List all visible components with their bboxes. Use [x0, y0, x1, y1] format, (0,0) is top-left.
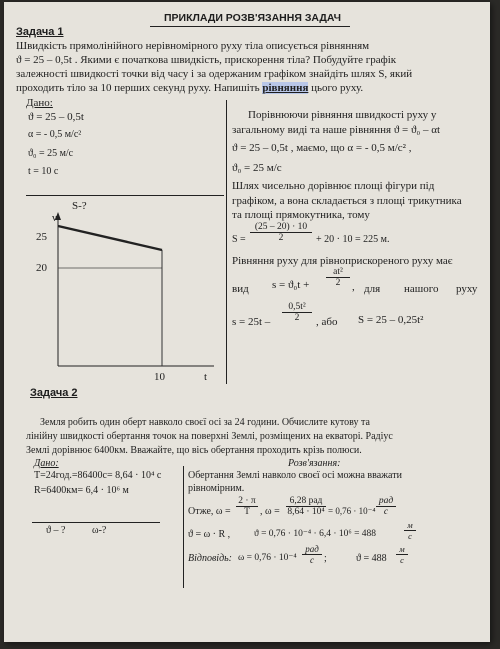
- task1-given-1: ϑ = 25 – 0,5t: [28, 111, 84, 123]
- task1-statement-line-4: [16, 81, 363, 95]
- task1-solution-7: та площі прямокутника, тому: [232, 209, 370, 221]
- v-f-num: м: [404, 520, 416, 531]
- answer-v: ϑ = 488: [356, 553, 387, 564]
- graph-y-label: v: [52, 213, 57, 224]
- result-eq-num: 0,5t²: [282, 302, 312, 313]
- v-fraction: [404, 520, 416, 541]
- column-divider: [226, 100, 227, 384]
- omega-fraction-3: [376, 496, 396, 517]
- task1-solution-4: ϑ₀ = 25 м/с: [232, 162, 282, 174]
- task1-statement-end: цього руху.: [308, 82, 364, 94]
- for-label: для: [364, 283, 381, 295]
- result-eq-fraction: [282, 302, 312, 323]
- task1-statement-text: проходить тіло за 10 перших секунд руху. Напишіть: [16, 82, 263, 94]
- result-eq-lhs: s = 25t –: [232, 316, 271, 328]
- area-formula-lhs: S =: [232, 234, 246, 245]
- task2-given-1: T=24год.=86400с= 8,64 · 10⁴ с: [34, 470, 162, 481]
- omega-f2-num: 6,28 рад: [286, 496, 326, 507]
- task1-title: Задача 1: [16, 26, 64, 38]
- omega-f1-den: T: [244, 507, 250, 517]
- given-divider: [26, 195, 224, 196]
- omega-eq-result: = 0,76 · 10⁻⁴: [328, 506, 376, 516]
- answer-fraction-1: [302, 544, 322, 565]
- task1-solution-6: графіком, а вона складається з площі трикутника: [232, 195, 462, 207]
- task1-given-label: Дано:: [26, 97, 53, 109]
- worksheet-page: [4, 2, 490, 642]
- area-formula-rest: + 20 · 10 = 225 м.: [316, 234, 390, 245]
- omega-f3-num: рад: [376, 496, 396, 507]
- graph-x-tick-10: 10: [154, 371, 165, 383]
- result-eq-den: 2: [294, 313, 300, 323]
- task2-statement-2: лінійну швидкості обертання точок на поверхні Землі, розміщених на екваторі. Радіус: [26, 431, 393, 442]
- task1-find: S-?: [72, 200, 87, 212]
- motion-eq-lhs: s = ϑ₀t +: [272, 279, 310, 291]
- answer-f2-num: м: [396, 544, 408, 555]
- our-label: нашого: [404, 283, 439, 295]
- result-eq-or: , або: [316, 316, 338, 328]
- task2-given-2: R=6400км= 6,4 · 10⁶ м: [34, 485, 129, 496]
- title-underline: [150, 26, 350, 27]
- result-eq-alt: S = 25 – 0,25t²: [358, 314, 424, 326]
- task2-solution-2: рівномірним.: [188, 483, 245, 494]
- task2-title: Задача 2: [30, 387, 78, 399]
- graph-x-label: t: [204, 371, 208, 383]
- task1-statement-line-2: ϑ = 25 – 0,5t . Якими є початкова швидкість, прискорення тіла? Побудуйте графік: [16, 54, 397, 66]
- omega-fraction-2: [286, 496, 326, 517]
- v-eq-lead: ϑ = ω · R ,: [188, 529, 231, 540]
- motion-eq-fraction: [326, 267, 350, 288]
- answer-f1-num: рад: [302, 544, 322, 555]
- answer-fraction-2: [396, 544, 408, 565]
- task2-find-omega: ω-?: [92, 525, 107, 536]
- omega-f3-den: с: [383, 507, 389, 517]
- task2-solution-1: Обертання Землі навколо своєї осі можна вважати: [188, 470, 402, 481]
- task2-statement-1: Земля робить один оберт навколо своєї осі за 24 години. Обчислите кутову та: [40, 417, 370, 428]
- v-f-den: с: [408, 531, 412, 541]
- task2-given-label: Дано:: [34, 458, 59, 469]
- page-title: ПРИКЛАДИ РОЗВ'ЯЗАННЯ ЗАДАЧ: [164, 12, 342, 24]
- graph-y-tick-25: 25: [36, 231, 47, 243]
- omega-f1-num: 2 · π: [236, 496, 258, 507]
- answer-label: Відповідь:: [188, 553, 233, 564]
- omega-f2-den: 8,64 · 10⁴: [287, 507, 325, 517]
- task2-statement-3: Землі дорівнює 6400км. Вважайте, що вісь обертання проходить крізь полюси.: [26, 445, 362, 456]
- motion-eq-num: at²: [326, 267, 350, 278]
- motion-eq-den: 2: [335, 278, 341, 288]
- omega-eq-mid: , ω =: [260, 506, 280, 517]
- area-fraction-den: 2: [278, 233, 284, 243]
- area-fraction-num: (25 – 20) · 10: [250, 222, 312, 233]
- task1-solution-5: Шлях чисельно дорівнює площі фігури під: [232, 180, 435, 192]
- graph-y-tick-20: 20: [36, 262, 47, 274]
- task1-given-2: α = - 0,5 м/с²: [28, 129, 82, 140]
- motion-label: руху: [456, 283, 478, 295]
- task2-solution-label: Розв'язання:: [288, 458, 341, 469]
- task1-solution-2: загальному виді та наше рівняння ϑ = ϑ₀ – αt: [232, 124, 441, 136]
- motion-eq-comma: ,: [352, 281, 355, 293]
- task2-column-divider: [183, 466, 184, 588]
- v-eq-mid: ϑ = 0,76 · 10⁻⁴ · 6,4 · 10⁶ = 488: [254, 529, 377, 539]
- task2-given-divider: [32, 522, 160, 523]
- view-label: вид: [232, 283, 249, 295]
- answer-f1-den: с: [310, 555, 314, 565]
- task1-given-3: ϑ₀ = 25 м/с: [28, 148, 74, 159]
- velocity-line: [58, 226, 162, 250]
- highlighted-word: рівняння: [262, 82, 309, 94]
- area-fraction: [250, 222, 312, 243]
- task1-solution-1: Порівнюючи рівняння швидкості руху у: [248, 109, 437, 121]
- task1-solution-3: ϑ = 25 – 0,5t , маємо, що α = - 0,5 м/с² ,: [232, 142, 412, 154]
- omega-eq-lead: Отже, ω =: [188, 506, 231, 517]
- task1-statement-line-1: Швидкість прямолінійного нерівномірного руху тіла описується рівнянням: [16, 40, 370, 52]
- omega-fraction-1: [236, 496, 258, 517]
- answer-separator: ;: [324, 553, 327, 564]
- task1-given-4: t = 10 с: [28, 166, 59, 177]
- uniform-motion-text: Рівняння руху для рівноприскореного руху має: [232, 255, 453, 267]
- task2-find-v: ϑ – ?: [46, 525, 66, 536]
- task1-statement-line-3: залежності швидкості точки від часу і за одержаним графіком знайдіть шлях S, який: [16, 68, 413, 80]
- answer-f2-den: с: [400, 555, 404, 565]
- answer-omega: ω = 0,76 · 10⁻⁴: [238, 553, 297, 563]
